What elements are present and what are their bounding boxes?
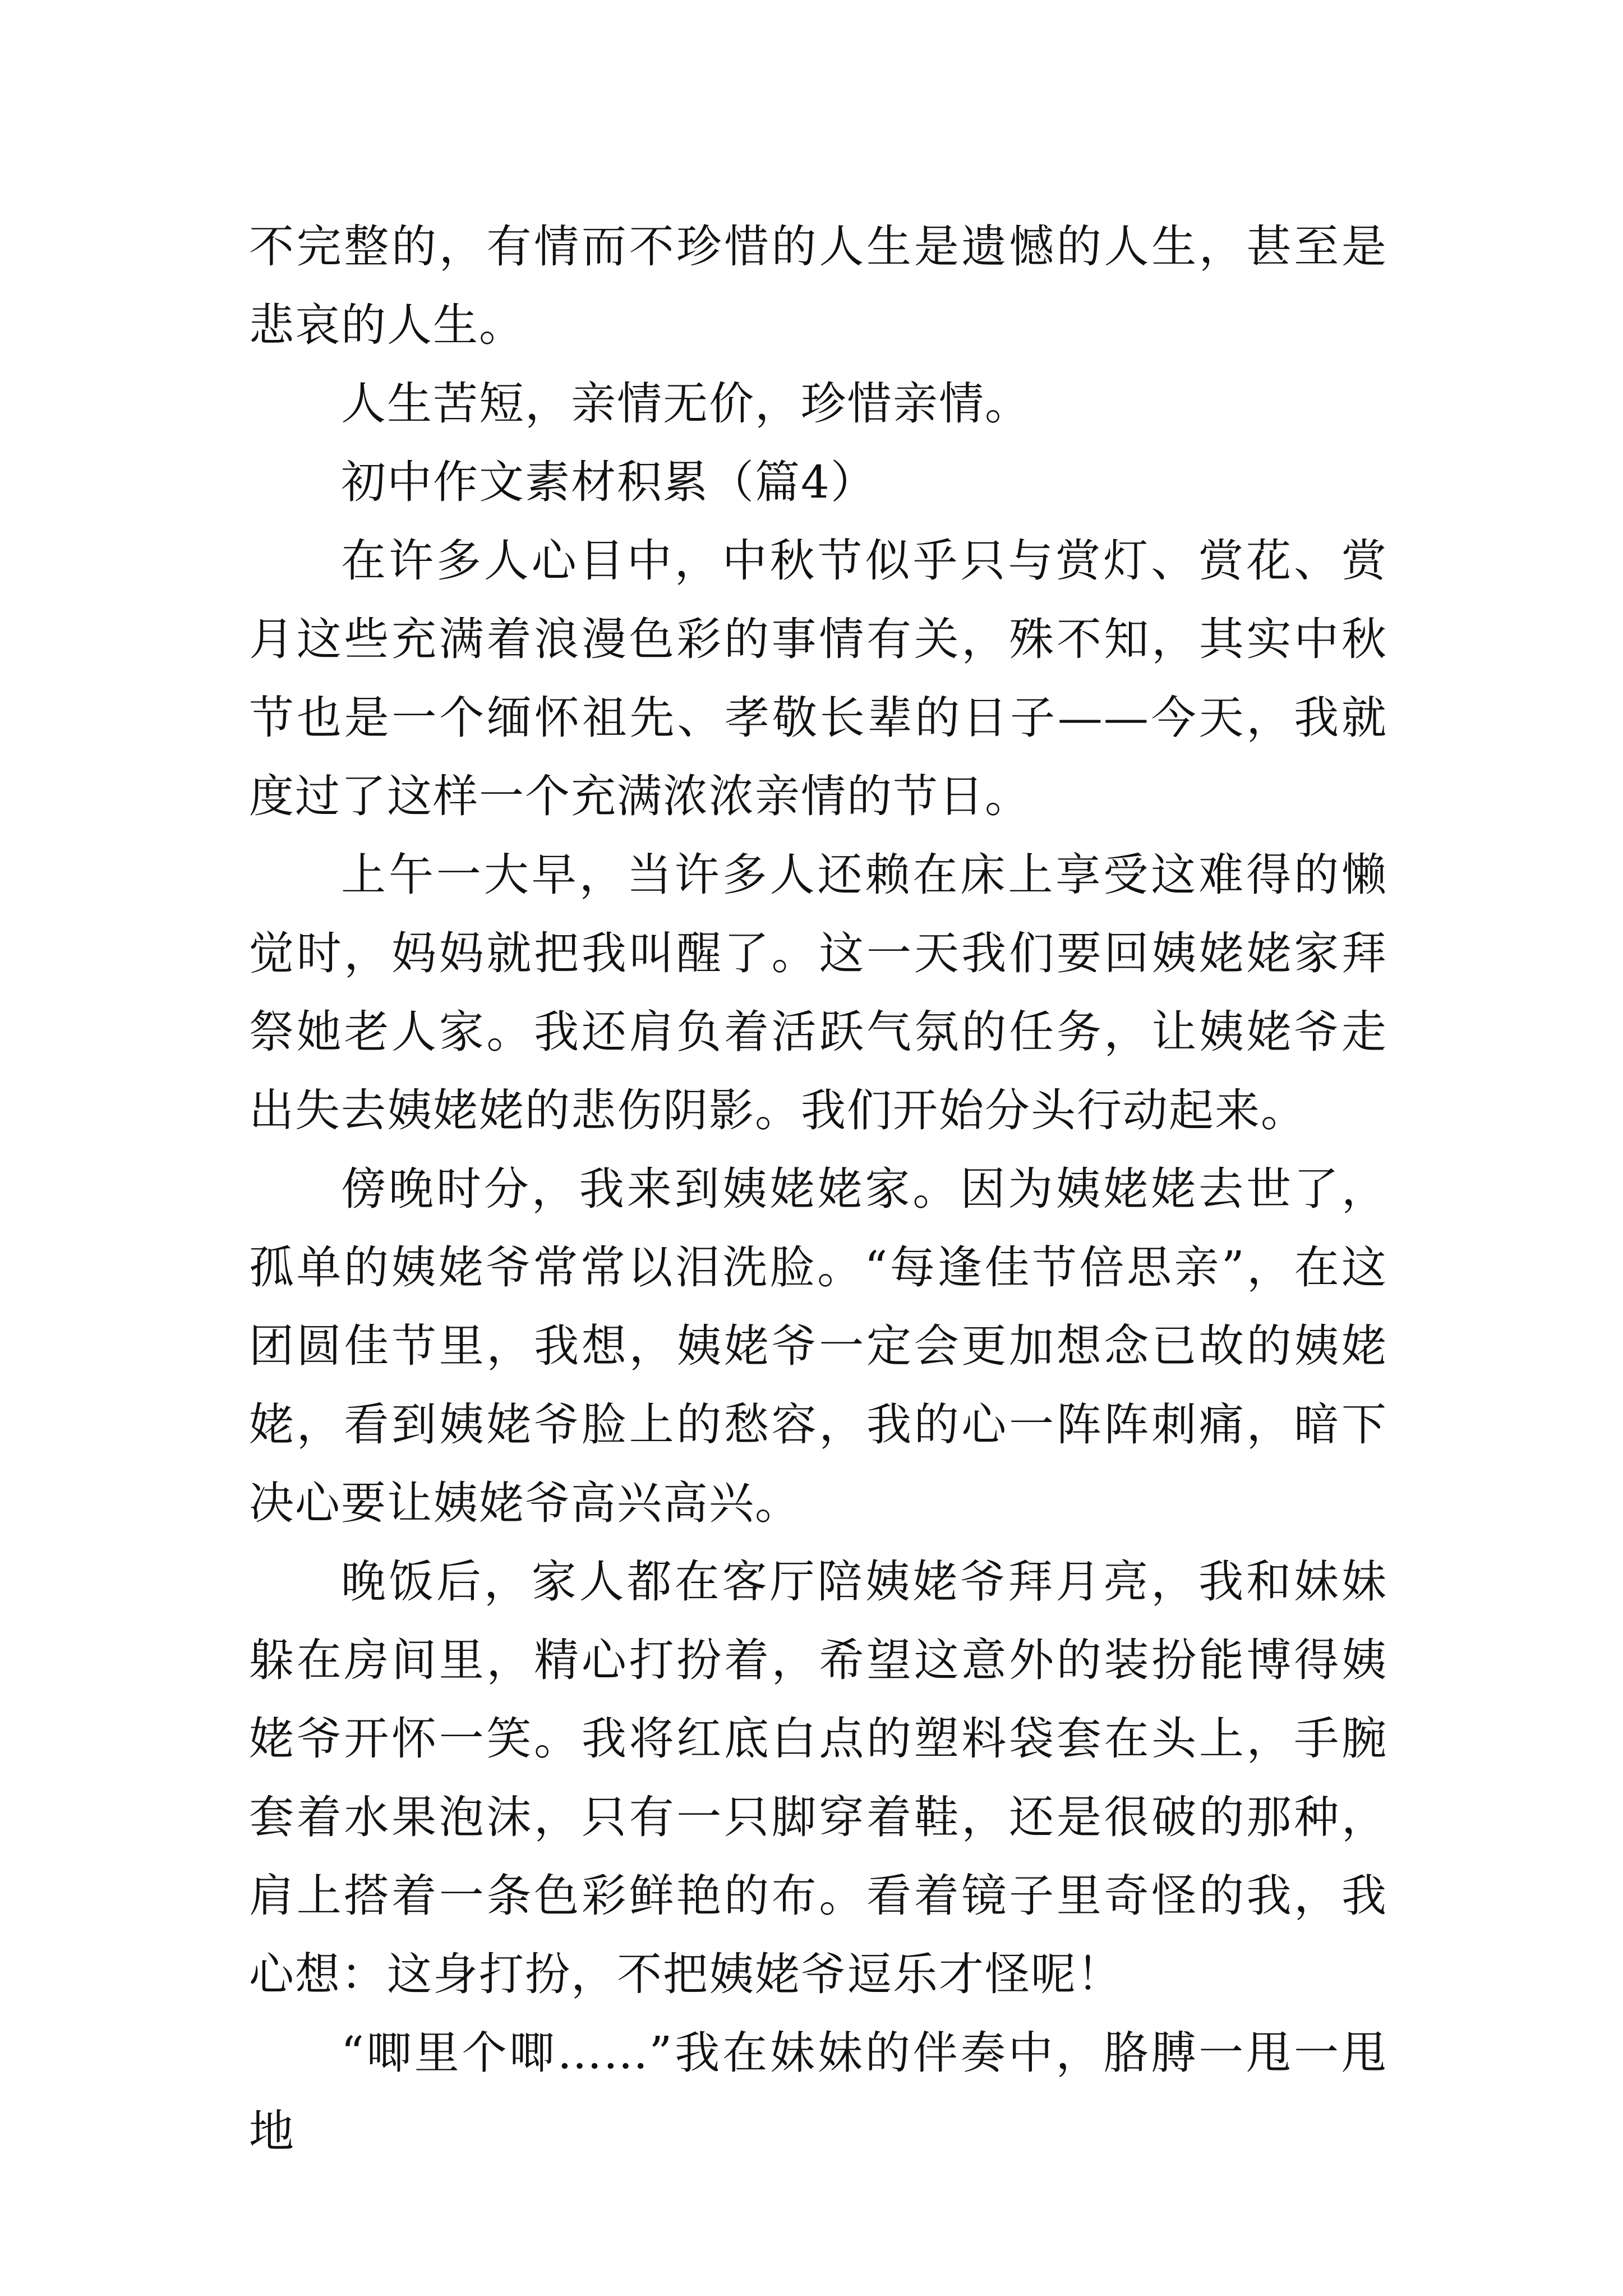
body-text (249, 208, 1387, 2171)
paragraph-3: 在许多人心目中，中秋节似乎只与赏灯、赏花、赏月这些充满着浪漫色彩的事情有关，殊不知，其实中秋节也是一个缅怀祖先、孝敬长辈的日子——今天，我就度过了这样一个充满浓浓亲情的节日。 (249, 535, 1387, 822)
paragraph-1: 不完整的，有情而不珍惜的人生是遗憾的人生，甚至是悲哀的人生。 (249, 220, 1387, 351)
paragraph-5: 傍晚时分，我来到姨姥姥家。因为姨姥姥去世了，孤单的姨姥爷常常以泪洗脸。“每逢佳节倍思亲”，在这团圆佳节里，我想，姨姥爷一定会更加想念已故的姨姥姥，看到姨姥爷脸上的愁容，我的心一阵阵刺痛，暗下决心要让姨姥爷高兴高兴。 (249, 1163, 1387, 1529)
paragraph-7: “唧里个唧……”我在妹妹的伴奏中，胳膊一甩一甩地 (249, 2027, 1387, 2157)
paragraph-4: 上午一大早，当许多人还赖在床上享受这难得的懒觉时，妈妈就把我叫醒了。这一天我们要回姨姥姥家拜祭她老人家。我还肩负着活跃气氛的任务，让姨姥爷走出失去姨姥姥的悲伤阴影。我们开始分头行动起来。 (249, 849, 1387, 1137)
paragraph-2: 人生苦短，亲情无价，珍惜亲情。 (341, 378, 1031, 430)
paragraph-6: 晚饭后，家人都在客厅陪姨姥爷拜月亮，我和妹妹躲在房间里，精心打扮着，希望这意外的装扮能博得姨姥爷开怀一笑。我将红底白点的塑料袋套在头上，手腕套着水果泡沫，只有一只脚穿着鞋，还是很破的那种，肩上搭着一条色彩鲜艳的布。看着镜子里奇怪的我，我心想：这身打扮，不把姨姥爷逗乐才怪呢！ (249, 1556, 1387, 2000)
section-heading: 初中作文素材积累（篇4） (341, 456, 877, 508)
